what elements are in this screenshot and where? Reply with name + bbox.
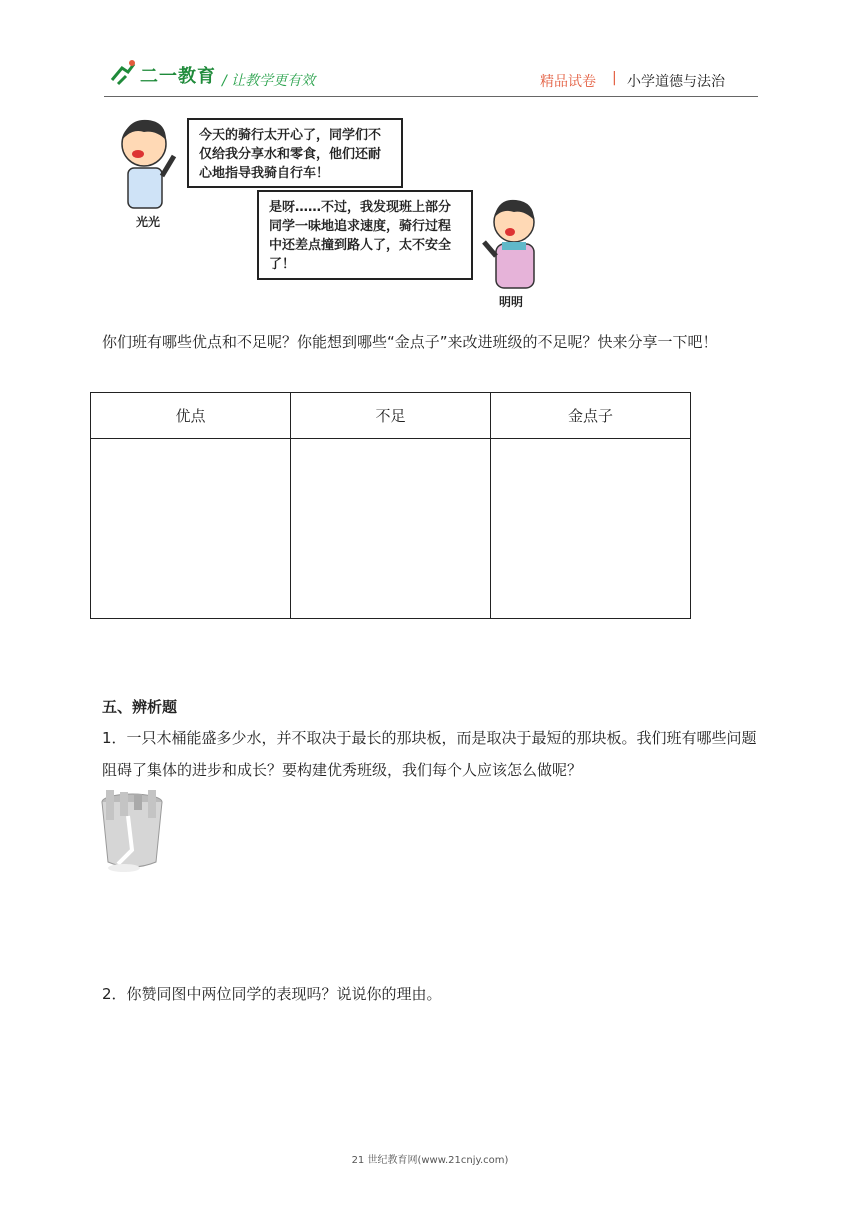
character-name-mingming: 明明 bbox=[499, 295, 524, 309]
wooden-bucket-illustration bbox=[98, 790, 166, 876]
page-footer: 21 世纪教育网(www.21cnjy.com) bbox=[351, 1155, 509, 1166]
header-strengths: 优点 bbox=[91, 393, 291, 439]
question-2: 2．你赞同图中两位同学的表现吗？说说你的理由。 bbox=[102, 985, 442, 1003]
header-weaknesses: 不足 bbox=[291, 393, 491, 439]
speech-bubble-mingming: 是呀……不过，我发现班上部分同学一味地追求速度，骑行过程中还差点撞到路人了，太不安全了！ bbox=[257, 190, 473, 280]
speech-bubble-guangguang: 今天的骑行太开心了，同学们不仅给我分享水和零食，他们还耐心地指导我骑自行车！ bbox=[187, 118, 403, 188]
brand-label: 精品试卷 bbox=[540, 74, 596, 90]
header-divider bbox=[104, 96, 758, 97]
question-prompt: 你们班有哪些优点和不足呢？你能想到哪些“金点子”来改进班级的不足呢？快来分享一下吧！ bbox=[102, 333, 718, 351]
question-1: 1．一只木桶能盛多少水，并不取决于最长的那块板，而是取决于最短的那块板。我们班有哪些问题阻碍了集体的进步和成长？要构建优秀班级，我们每个人应该怎么做呢？ bbox=[102, 729, 757, 779]
table-answer-row bbox=[91, 439, 691, 619]
answer-cell-strengths[interactable] bbox=[91, 439, 291, 619]
header-separator: | bbox=[612, 70, 617, 86]
table-header-row bbox=[91, 393, 691, 439]
header-good-ideas: 金点子 bbox=[491, 393, 691, 439]
answer-cell-weaknesses[interactable] bbox=[291, 439, 491, 619]
boy-guangguang-illustration bbox=[108, 110, 178, 215]
logo-text: 二一教育 bbox=[140, 66, 216, 87]
slogan: / 让教学更有效 bbox=[222, 73, 316, 89]
answer-cell-good-ideas[interactable] bbox=[491, 439, 691, 619]
class-evaluation-table bbox=[90, 392, 691, 619]
section-title: 五、辨析题 bbox=[102, 698, 178, 716]
boy-mingming-illustration bbox=[480, 192, 546, 292]
subject-label: 小学道德与法治 bbox=[627, 74, 725, 90]
character-name-guangguang: 光光 bbox=[136, 215, 161, 229]
